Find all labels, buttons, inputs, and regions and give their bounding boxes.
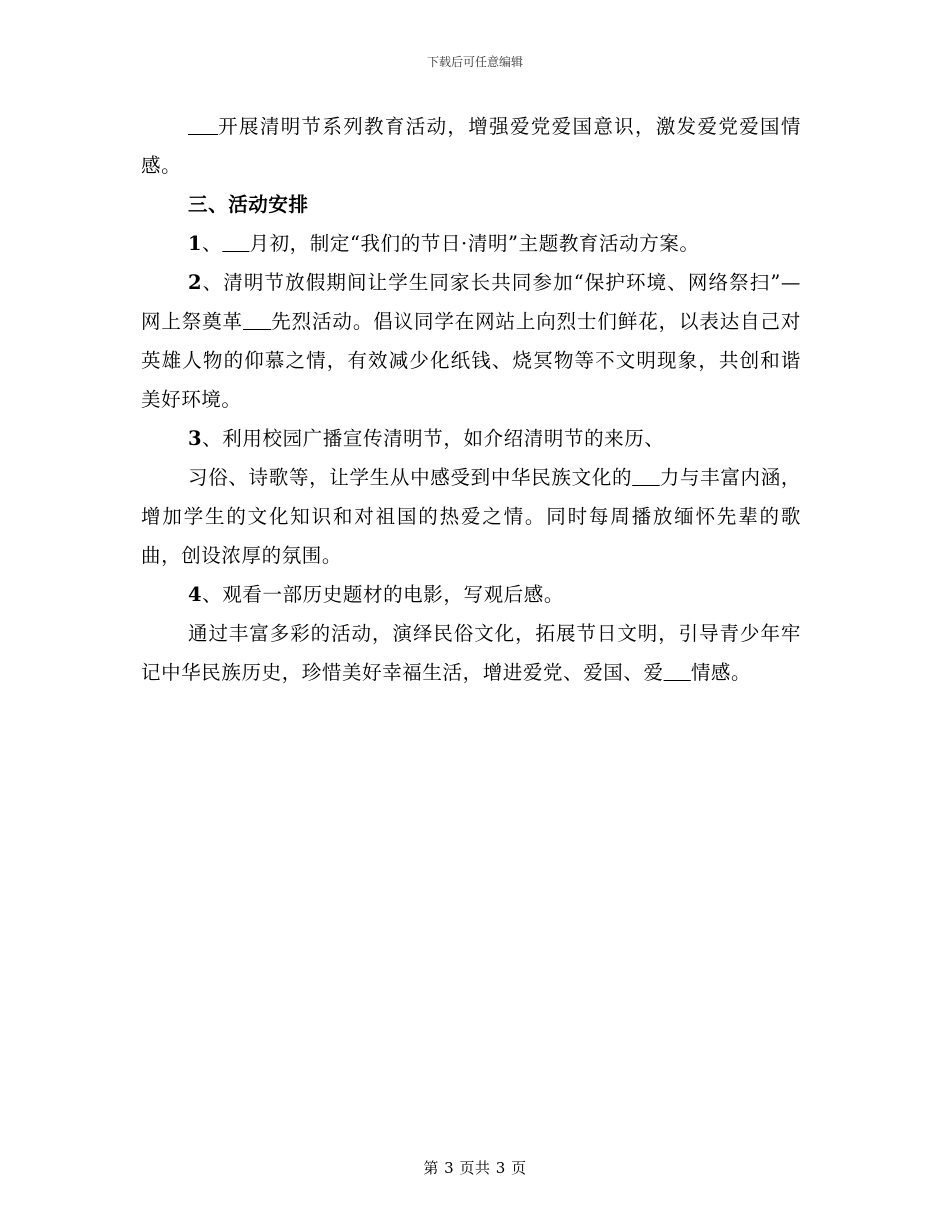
- intro-text: 开展清明节系列教育活动，增强爱党爱国意识，激发爱党爱国情感。: [141, 115, 801, 177]
- intro-paragraph: [141, 107, 801, 185]
- conclusion-paragraph: [141, 614, 801, 692]
- page-header: 下载后可任意编辑: [426, 55, 523, 69]
- list-item-2: [141, 263, 801, 419]
- conclusion-text: 情感。: [690, 661, 752, 684]
- list-item-4: [141, 575, 801, 614]
- list-item-3: [141, 419, 801, 458]
- fill-blank: [188, 115, 218, 138]
- fill-blank: [222, 232, 249, 255]
- item-number: 2: [188, 271, 203, 294]
- item-text: 力与丰富内涵，增加学生的文化知识和对祖国的热爱之情。同时每周播放缅怀先辈的歌曲，创设浓厚的氛围。: [141, 466, 801, 567]
- document-body: [141, 107, 801, 692]
- item-text: 习俗、诗歌等，让学生从中感受到中华民族文化的: [188, 466, 633, 489]
- item-text: 月初，制定“我们的节日·清明”主题教育活动方案。: [249, 232, 700, 255]
- item-number: 1: [188, 232, 203, 255]
- item-number: 3: [188, 427, 203, 450]
- fill-blank: [243, 310, 271, 333]
- page-footer: 第 3 页共 3 页: [423, 1159, 527, 1177]
- section-heading: 三、活动安排: [188, 193, 309, 216]
- item-text: 先烈活动。倡议同学在网站上向烈士们鲜花，以表达自己对英雄人物的仰慕之情，有效减少化纸钱、烧冥物等不文明现象，共创和谐美好环境。: [141, 310, 801, 411]
- list-item-3-continued: [141, 458, 801, 575]
- item-text: 、: [202, 232, 223, 255]
- fill-blank: [664, 661, 691, 684]
- conclusion-text: 通过丰富多彩的活动，演绎民俗文化，拓展节日文明，引导青少年牢记中华民族历史，珍惜美好幸福生活，增进爱党、爱国、爱: [141, 622, 801, 684]
- fill-blank: [632, 466, 660, 489]
- item-text: 、观看一部历史题材的电影，写观后感。: [202, 583, 564, 606]
- list-item-1: [141, 224, 801, 263]
- item-text: 、利用校园广播宣传清明节，如介绍清明节的来历、: [202, 427, 665, 450]
- item-text: 、清明节放假期间让学生同家长共同参加“保护环境、网络祭扫”—网上祭奠革: [141, 271, 801, 333]
- item-number: 4: [188, 583, 203, 606]
